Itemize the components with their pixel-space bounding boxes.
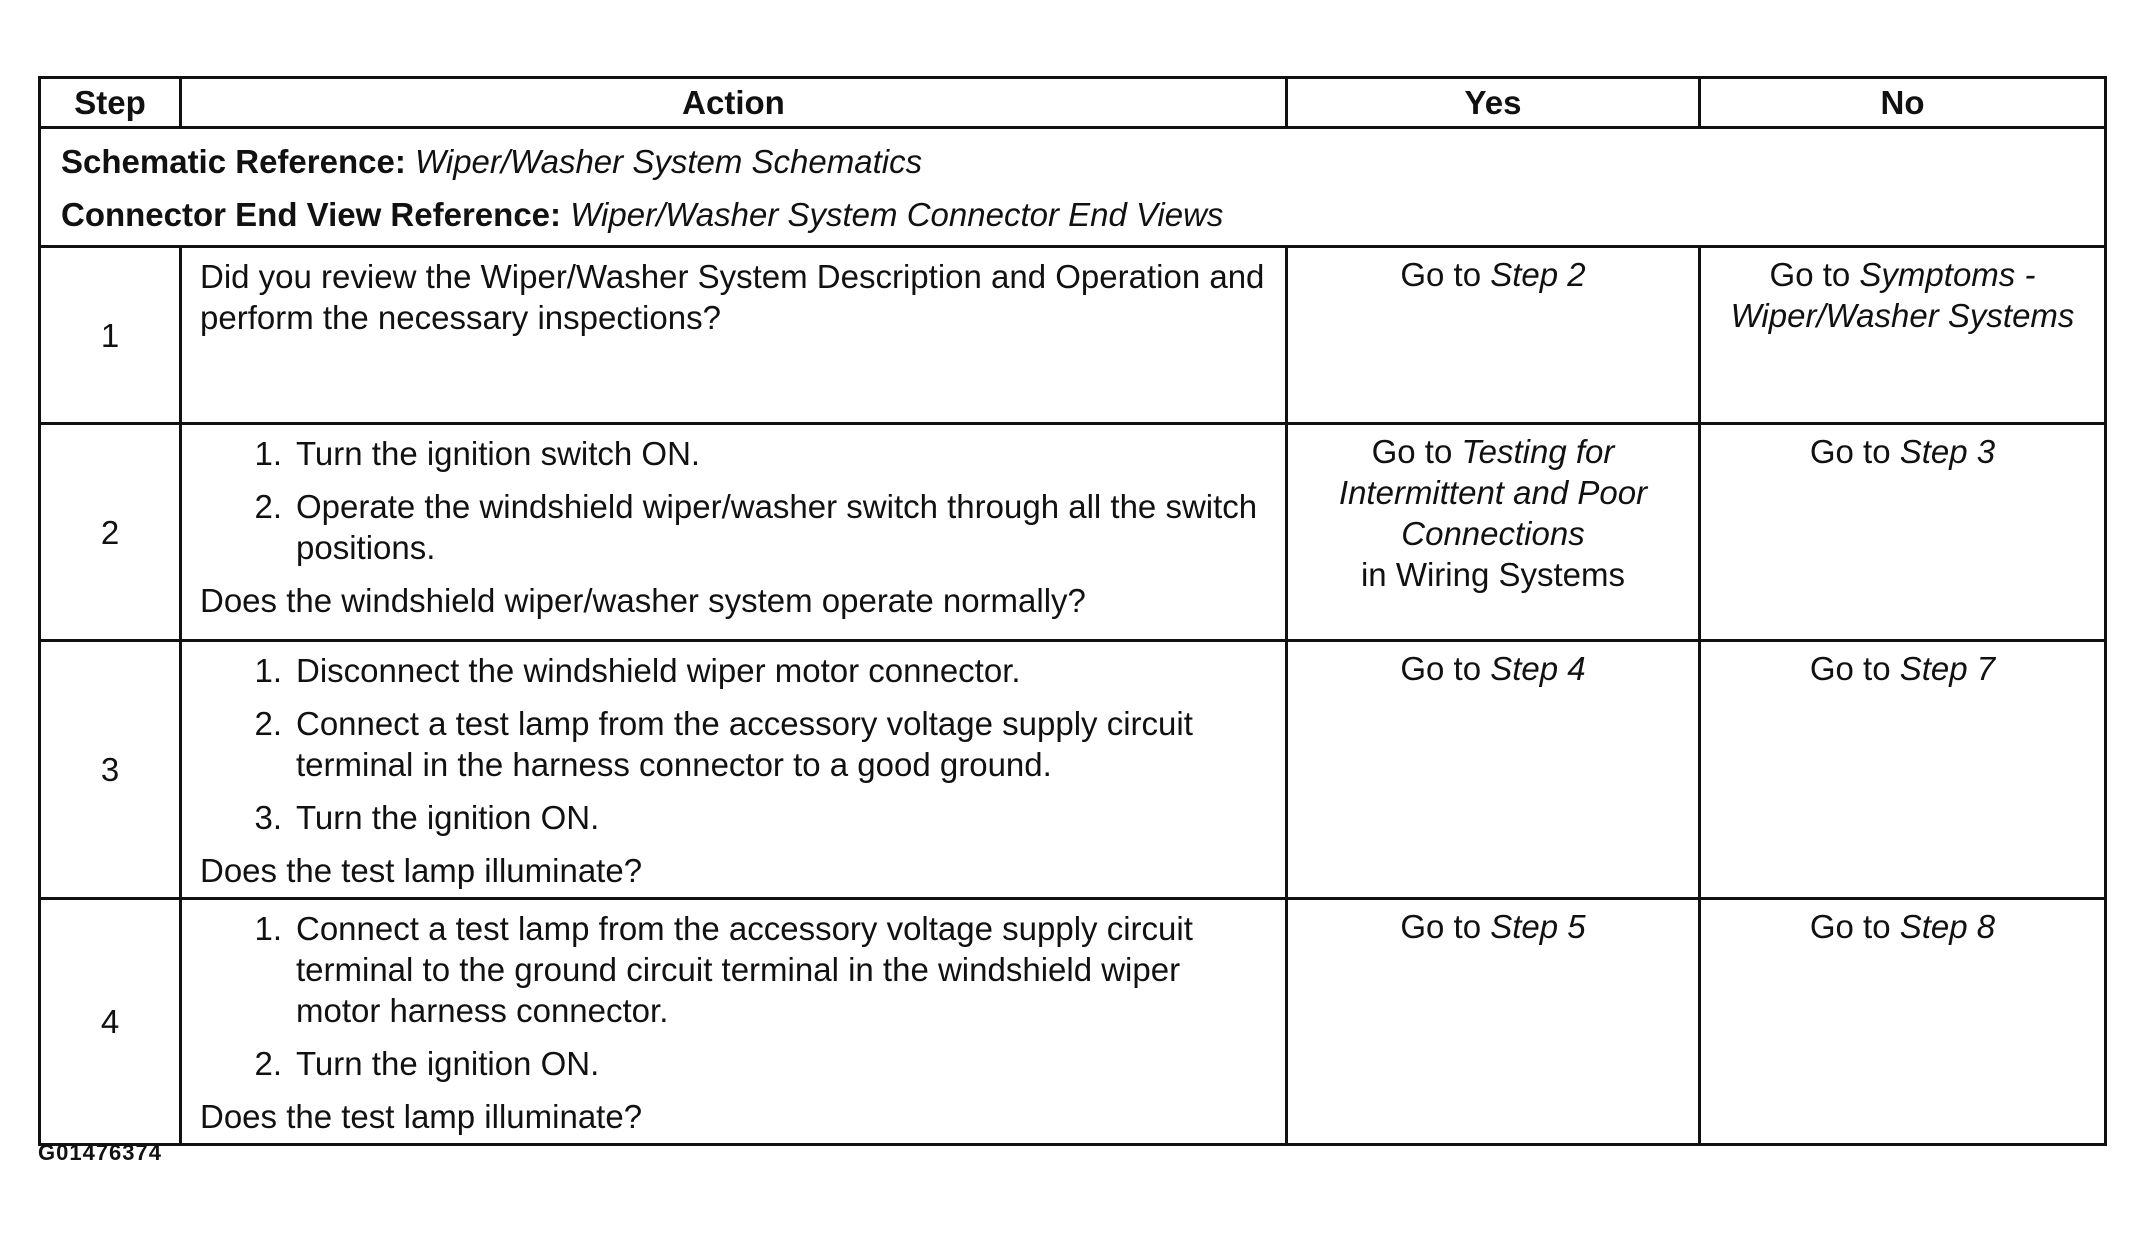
list-item — [200, 908, 1267, 1031]
no-result — [1711, 906, 2094, 947]
item-text: Turn the ignition switch ON. — [296, 435, 701, 472]
header-no: No — [1700, 78, 2106, 128]
no-prefix: Go to — [1809, 433, 1900, 470]
item-number: 1. — [254, 435, 282, 472]
schematic-reference — [61, 135, 2084, 188]
yes-prefix: Go to — [1371, 433, 1462, 470]
list-item — [200, 797, 1267, 838]
table-row — [40, 424, 2106, 641]
item-text: Disconnect the windshield wiper motor connector. — [296, 652, 1021, 689]
no-link[interactable]: Step 3 — [1899, 433, 1996, 470]
connector-reference-link[interactable]: Wiper/Washer System Connector End Views — [570, 196, 1224, 233]
yes-prefix: Go to — [1400, 650, 1491, 687]
no-cell — [1700, 247, 2106, 424]
no-result — [1711, 648, 2094, 689]
question-text: Does the test lamp illuminate? — [200, 852, 643, 889]
reference-row — [40, 128, 2106, 247]
action-cell — [181, 899, 1287, 1145]
question-text: Does the windshield wiper/washer system operate normally? — [200, 582, 1086, 619]
yes-cell — [1287, 899, 1700, 1145]
no-cell — [1700, 641, 2106, 899]
list-item — [200, 650, 1267, 691]
yes-cell — [1287, 641, 1700, 899]
list-item — [200, 1043, 1267, 1084]
yes-result — [1298, 431, 1688, 595]
no-prefix: Go to — [1769, 256, 1860, 293]
yes-cell — [1287, 424, 1700, 641]
diagnostic-table — [38, 76, 2107, 1146]
yes-suffix: in Wiring Systems — [1360, 556, 1626, 593]
item-number: 3. — [254, 799, 282, 836]
item-number: 1. — [254, 652, 282, 689]
header-row — [40, 78, 2106, 128]
action-cell — [181, 247, 1287, 424]
list-item — [200, 433, 1267, 474]
no-link[interactable]: Step 7 — [1899, 650, 1996, 687]
yes-result — [1298, 648, 1688, 689]
action-text: Did you review the Wiper/Washer System Description and Operation and perform the necessary inspections? — [200, 258, 1265, 336]
item-number: 2. — [254, 705, 282, 742]
item-number: 1. — [254, 910, 282, 947]
yes-result — [1298, 254, 1688, 295]
item-text: Turn the ignition ON. — [296, 1045, 600, 1082]
header-yes: Yes — [1287, 78, 1700, 128]
step-number: 1 — [40, 247, 181, 424]
item-number: 2. — [254, 488, 282, 525]
action-cell — [181, 424, 1287, 641]
step-number: 4 — [40, 899, 181, 1145]
no-prefix: Go to — [1809, 650, 1900, 687]
connector-reference — [61, 188, 2084, 241]
question-text: Does the test lamp illuminate? — [200, 1098, 643, 1135]
yes-cell — [1287, 247, 1700, 424]
figure-id: G01476374 — [38, 1140, 162, 1165]
header-action: Action — [181, 78, 1287, 128]
item-text: Connect a test lamp from the accessory voltage supply circuit terminal to the ground circuit terminal in the windshield wiper motor harness connector. — [296, 910, 1193, 1029]
table-row — [40, 247, 2106, 424]
no-result — [1711, 254, 2094, 336]
table-row — [40, 899, 2106, 1145]
list-item — [200, 486, 1267, 568]
no-cell — [1700, 899, 2106, 1145]
item-text: Connect a test lamp from the accessory voltage supply circuit terminal in the harness connector to a good ground. — [296, 705, 1193, 783]
list-item — [200, 703, 1267, 785]
no-cell — [1700, 424, 2106, 641]
schematic-reference-label: Schematic Reference: — [61, 143, 406, 180]
item-number: 2. — [254, 1045, 282, 1082]
yes-link[interactable]: Step 5 — [1490, 908, 1586, 945]
yes-prefix: Go to — [1400, 908, 1491, 945]
item-text: Turn the ignition ON. — [296, 799, 600, 836]
step-number: 3 — [40, 641, 181, 899]
yes-prefix: Go to — [1400, 256, 1491, 293]
connector-reference-label: Connector End View Reference: — [61, 196, 562, 233]
yes-result — [1298, 906, 1688, 947]
yes-link[interactable]: Step 2 — [1490, 256, 1586, 293]
action-cell — [181, 641, 1287, 899]
no-link[interactable]: Step 8 — [1899, 908, 1996, 945]
item-text: Operate the windshield wiper/washer switch through all the switch positions. — [296, 488, 1258, 566]
yes-link[interactable]: Step 4 — [1490, 650, 1586, 687]
header-step: Step — [40, 78, 181, 128]
schematic-reference-link[interactable]: Wiper/Washer System Schematics — [415, 143, 923, 180]
step-number: 2 — [40, 424, 181, 641]
no-link[interactable]: Symptoms - Wiper/Washer Systems — [1730, 256, 2075, 334]
no-prefix: Go to — [1809, 908, 1900, 945]
table-row — [40, 641, 2106, 899]
yes-link[interactable]: Testing for Intermittent and Poor Connections — [1338, 433, 1648, 552]
no-result — [1711, 431, 2094, 472]
